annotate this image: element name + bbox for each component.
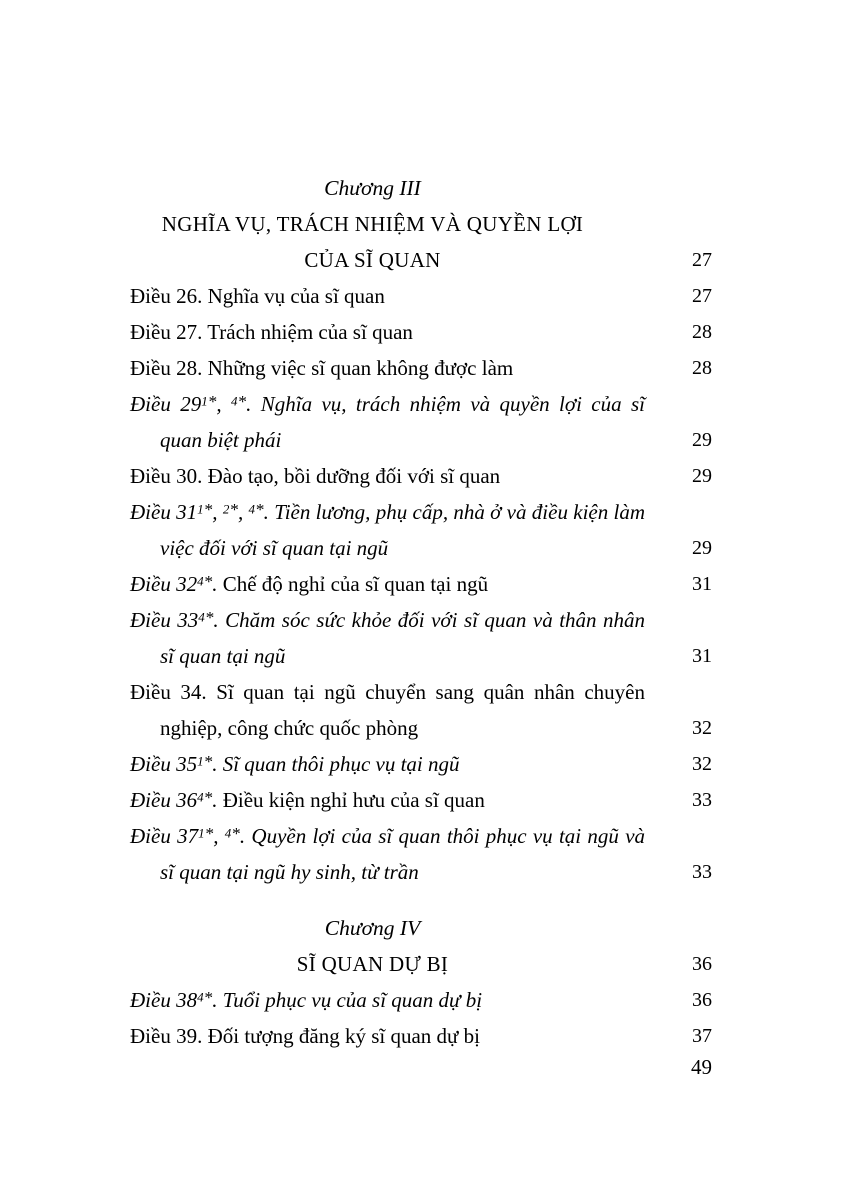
toc-entry-text [130, 314, 645, 350]
toc-entry-title: Sĩ quan thôi phục vụ tại ngũ [222, 752, 460, 776]
toc-entry-page-number[interactable]: 37 [692, 1025, 712, 1047]
toc-entry-page-number[interactable]: 31 [692, 645, 712, 667]
toc-entry-title: Sĩ quan tại ngũ chuyển sang quân nhân chuyên nghiệp, công chức quốc phòng [160, 680, 645, 740]
toc-entry-title: Chế độ nghỉ của sĩ quan tại ngũ [222, 572, 489, 596]
toc-entry[interactable] [130, 494, 712, 566]
toc-entry-page-number[interactable]: 29 [692, 429, 712, 451]
chapter-3-title-part-2: CỦA SĨ QUAN [304, 248, 441, 272]
toc-entry-page-number[interactable]: 29 [692, 537, 712, 559]
toc-entry-page-number[interactable]: 33 [692, 789, 712, 811]
toc-entry-number: Điều 28. [130, 356, 203, 380]
chapter-4-title-line-1 [130, 946, 712, 982]
toc-entry[interactable] [130, 746, 712, 782]
folio-page-number: 49 [691, 1055, 712, 1079]
toc-entry-text [130, 566, 645, 602]
toc-entry-text [130, 674, 645, 746]
toc-entry[interactable] [130, 386, 712, 458]
toc-entry[interactable] [130, 782, 712, 818]
toc-entry-text [130, 494, 645, 566]
chapter-4-title-part-1: SĨ QUAN DỰ BỊ [296, 952, 449, 976]
toc-entry[interactable] [130, 314, 712, 350]
chapter-3-label: Chương III [324, 176, 421, 200]
toc-entry-page-number[interactable]: 32 [692, 717, 712, 739]
toc-entry-number: Điều $29^1*$, $^4$*. [130, 392, 252, 416]
chapter-3-label-line [130, 170, 615, 206]
toc-entry[interactable] [130, 1018, 712, 1054]
toc-entry-number: Điều 39. [130, 1024, 203, 1048]
toc-entry-number: Điều $31^1*$, $^2$*, $^4$*. [130, 500, 269, 524]
chapter-4-label: Chương IV [324, 916, 421, 940]
toc-entry-text [130, 746, 645, 782]
toc-entry-title: Nghĩa vụ, trách nhiệm và quyền lợi của sĩ quan biệt phái [160, 392, 646, 452]
chapter-3-title-line-1 [130, 206, 615, 242]
toc-entry-text [130, 386, 645, 458]
chapter-3-page-number[interactable]: 27 [692, 249, 712, 271]
toc-entry-text [130, 458, 645, 494]
toc-entry[interactable] [130, 674, 712, 746]
toc-entry-page-number[interactable]: 28 [692, 321, 712, 343]
toc-entry-title: Tiền lương, phụ cấp, nhà ở và điều kiện làm việc đối với sĩ quan tại ngũ [160, 500, 646, 560]
toc-entry-page-number[interactable]: 29 [692, 465, 712, 487]
toc-entry-title: Nghĩa vụ của sĩ quan [207, 284, 385, 308]
toc-entry-number: Điều 30. [130, 464, 203, 488]
chapter-3-title-line-2 [130, 242, 712, 278]
toc-entry[interactable] [130, 350, 712, 386]
toc-entry-title: Điều kiện nghỉ hưu của sĩ quan [222, 788, 485, 812]
toc-entry-number: Điều $38^4*$. [130, 988, 218, 1012]
toc-entry[interactable] [130, 458, 712, 494]
chapter-heading-4 [130, 910, 712, 982]
toc-entry[interactable] [130, 566, 712, 602]
toc-entry-page-number[interactable]: 28 [692, 357, 712, 379]
toc-entry-number: Điều 34. [130, 680, 207, 704]
toc-entry-number: Điều 26. [130, 284, 203, 308]
chapter-3-title-part-1: NGHĨA VỤ, TRÁCH NHIỆM VÀ QUYỀN LỢI [161, 212, 584, 236]
toc-entry-number: Điều $32^4*$. [130, 572, 218, 596]
toc-entry-title: Đối tượng đăng ký sĩ quan dự bị [207, 1024, 481, 1048]
toc-entry-text [130, 278, 645, 314]
toc-entry-title: Tuổi phục vụ của sĩ quan dự bị [222, 988, 483, 1012]
toc-entry-text [130, 602, 645, 674]
chapter-heading-3 [130, 170, 712, 278]
toc-entry-text [130, 1018, 645, 1054]
toc-entry-list-chapter-3 [130, 278, 712, 890]
toc-entry-title: Những việc sĩ quan không được làm [207, 356, 514, 380]
toc-entry-text [130, 982, 645, 1018]
toc-entry-title: Quyền lợi của sĩ quan thôi phục vụ tại ngũ và sĩ quan tại ngũ hy sinh, từ trần [160, 824, 646, 884]
toc-entry[interactable] [130, 602, 712, 674]
toc-entry-title: Chăm sóc sức khỏe đối với sĩ quan và thân nhân sĩ quan tại ngũ [160, 608, 645, 668]
toc-entry-page-number[interactable]: 31 [692, 573, 712, 595]
toc-content [130, 170, 712, 1054]
toc-entry-page-number[interactable]: 27 [692, 285, 712, 307]
toc-entry-title: Trách nhiệm của sĩ quan [207, 320, 413, 344]
toc-entry-page-number[interactable]: 33 [692, 861, 712, 883]
toc-entry-list-chapter-4 [130, 982, 712, 1054]
toc-entry-number: Điều $33^4*$. [130, 608, 219, 632]
toc-entry[interactable] [130, 982, 712, 1018]
toc-entry-text [130, 350, 645, 386]
toc-entry-page-number[interactable]: 32 [692, 753, 712, 775]
toc-entry-number: Điều $37^1*$, $^4$*. [130, 824, 246, 848]
chapter-4-label-line [130, 910, 615, 946]
toc-entry-number: Điều $36^4*$. [130, 788, 218, 812]
chapter-4-page-number[interactable]: 36 [692, 953, 712, 975]
toc-entry[interactable] [130, 818, 712, 890]
toc-entry-page-number[interactable]: 36 [692, 989, 712, 1011]
toc-entry[interactable] [130, 278, 712, 314]
toc-entry-number: Điều $35^1*$. [130, 752, 218, 776]
toc-entry-number: Điều 27. [130, 320, 203, 344]
toc-entry-text [130, 782, 645, 818]
toc-entry-text [130, 818, 645, 890]
toc-entry-title: Đào tạo, bồi dưỡng đối với sĩ quan [207, 464, 501, 488]
